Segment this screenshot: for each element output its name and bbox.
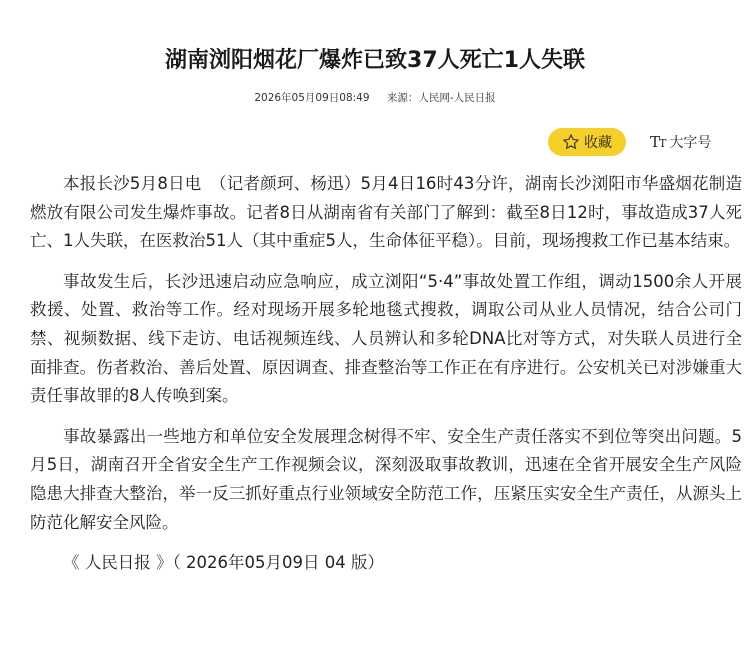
paragraph: 事故发生后，长沙迅速启动应急响应，成立浏阳“5·4”事故处置工作组，调动1500余人开展救援、处置、救治等工作。经对现场开展多轮地毯式搜救，调取公司从业人员情况，结合公司门禁、视频数据、线下走访、电话视频连线、人员辨认和多轮DNA比对等方式，对失联人员进行全面排查。伤者救治、善后处置、原因调查、排查整治等工作正在有序进行。公安机关已对涉嫌重大责任事故罪的8人传唤到案。 <box>30 271 742 406</box>
article-body <box>30 170 742 577</box>
font-size-label: 大字号 <box>669 135 712 151</box>
source-label[interactable]: 来源：人民网-人民日报 <box>386 92 496 104</box>
publication-source: 《 人民日报 》（ 2026年05月09日 04 版） <box>63 553 384 573</box>
font-size-icon: TT <box>650 133 666 151</box>
paragraph: 本报长沙5月8日电 （记者颜珂、杨迅）5月4日16时43分许，湖南长沙浏阳市华盛烟花制造燃放有限公司发生爆炸事故。记者8日从湖南省有关部门了解到：截至8日12时，事故造成37人死亡、1人失联，在医救治51人（其中重症5人，生命体征平稳）。目前，现场搜救工作已基本结束。 <box>30 174 742 251</box>
font-size-button[interactable] <box>650 128 728 156</box>
publish-date: 2026年05月09日08:49 <box>254 92 370 104</box>
star-icon <box>562 133 580 151</box>
favorite-label: 收藏 <box>584 135 612 151</box>
favorite-button[interactable] <box>548 128 626 156</box>
article-meta <box>0 91 750 105</box>
paragraph: 事故暴露出一些地方和单位安全发展理念树得不牢、安全生产责任落实不到位等突出问题。5月5日，湖南召开全省安全生产工作视频会议，深刻汲取事故教训，迅速在全省开展安全生产风险隐患大排查大整治，举一反三抓好重点行业领域安全防范工作，压紧压实安全生产责任，从源头上防范化解安全风险。 <box>30 426 742 532</box>
article-title: 湖南浏阳烟花厂爆炸已致37人死亡1人失联 <box>165 48 585 73</box>
